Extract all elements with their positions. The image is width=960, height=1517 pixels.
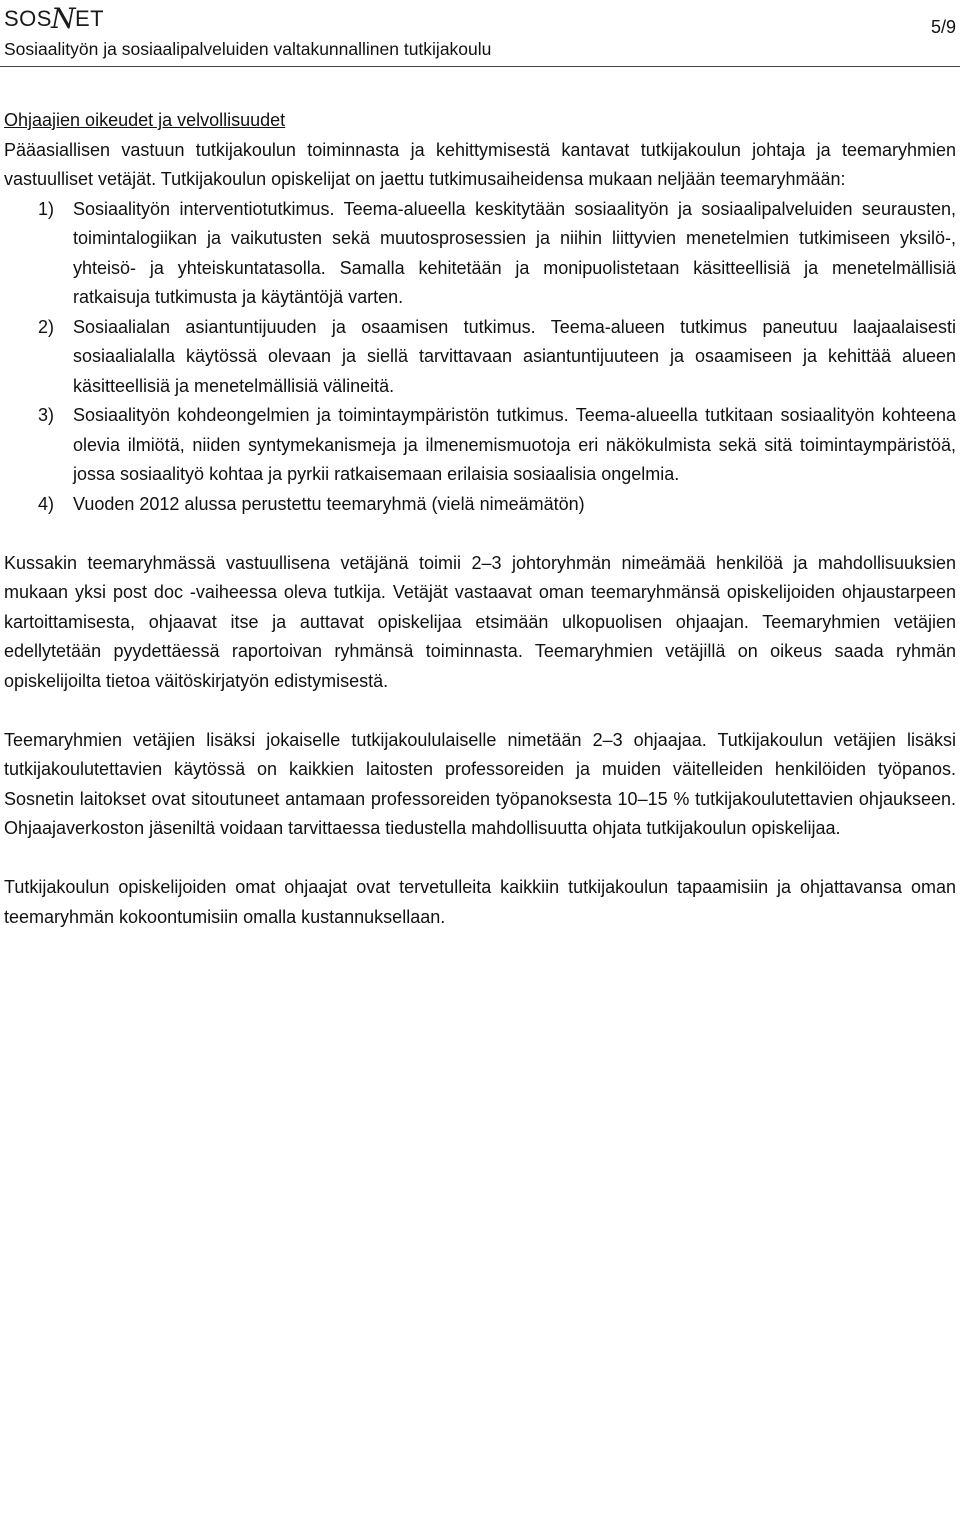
list-item-number: 2) bbox=[38, 316, 55, 337]
section-heading: Ohjaajien oikeudet ja velvollisuudet bbox=[4, 110, 286, 130]
header-subtitle: Sosiaalityön ja sosiaalipalveluiden valtakunnallinen tutkijakoulu bbox=[4, 39, 492, 59]
body-paragraph: Kussakin teemaryhmässä vastuullisena vetäjänä toimii 2–3 johtoryhmän nimeämää henkilöä ja mahdollisuuksien mukaan yksi post doc -vaiheessa oleva tutkija. Vetäjät vastaavat oman teemaryhmänsä opiskelijoiden ohjaustarpeen kartoittamisesta, ohjaavat itse ja auttavat opiskelijaa etsimään ulkopuolisen ohjaajan. Teemaryhmien vetäjien edellytetään pyydettäessä raportoivan ryhmänsä toiminnasta. Teemaryhmien vetäjillä on oikeus saada ryhmän opiskelijoilta tietoa väitöskirjatyön edistymisestä. bbox=[4, 552, 956, 691]
list-item-text: Sosiaalityön kohdeongelmien ja toimintaympäristön tutkimus. Teema-alueella tutkitaan sosiaalityön kohteena olevia ilmiötä, niiden syntymekanismeja ja ilmenemismuotoja eri näkökulmista sekä sitä toimintaympäristöä, jossa sosiaalityö kohtaa ja pyrkii ratkaisemaan erilaisia sosiaalisia ongelmia. bbox=[73, 405, 956, 484]
logo-text-right: ET bbox=[74, 6, 105, 31]
body-paragraph: Teemaryhmien vetäjien lisäksi jokaiselle tutkijakoululaiselle nimetään 2–3 ohjaajaa. Tutkijakoulun vetäjien lisäksi tutkijakoulutettavien käytössä on kaikkien laitosten professoreiden ja muiden väitelleiden henkilöiden työpanos. Sosnetin laitokset ovat sitoutuneet antamaan professoreiden työpanoksesta 10–15 % tutkijakoulutettavien ohjaukseen. Ohjaajaverkoston jäseniltä voidaan tarvittaessa tiedustella mahdollisuutta ohjata tutkijakoulun opiskelijaa. bbox=[4, 729, 956, 838]
paragraph-spacer bbox=[4, 844, 956, 874]
list-item bbox=[4, 195, 956, 313]
page-header bbox=[4, 4, 956, 64]
page-number: 5/9 bbox=[930, 17, 956, 37]
header-divider bbox=[0, 66, 960, 67]
list-item-number: 4) bbox=[38, 493, 55, 514]
page-content bbox=[4, 106, 956, 932]
logo-text-left: SOS bbox=[4, 6, 52, 31]
list-item-text: Sosiaalityön interventiotutkimus. Teema-alueella keskitytään sosiaalityön ja sosiaalipalveluiden seurausten, toimintalogiikan ja vaikutusten sekä muutosprosessien ja niihin liittyvien menetelmien tutkimiseen yksilö-, yhteisö- ja yhteiskuntatasolla. Samalla kehitetään ja monipuolistetaan käsitteellisiä ja menetelmällisiä ratkaisuja tutkimusta ja käytäntöjä varten. bbox=[73, 198, 956, 307]
body-paragraph: Tutkijakoulun opiskelijoiden omat ohjaajat ovat tervetulleita kaikkiin tutkijakoulun tapaamisiin ja ohjattavansa oman teemaryhmän kokoontumisiin omalla kustannuksellaan. bbox=[4, 877, 956, 927]
sosnet-logo bbox=[4, 2, 105, 35]
paragraph-spacer bbox=[4, 519, 956, 549]
list-item-text: Vuoden 2012 alussa perustettu teemaryhmä (vielä nimeämätön) bbox=[73, 493, 585, 514]
logo-mark: N bbox=[50, 2, 76, 35]
paragraph-spacer bbox=[4, 696, 956, 726]
list-item bbox=[4, 313, 956, 402]
theme-group-list bbox=[4, 195, 956, 520]
list-item-text: Sosiaalialan asiantuntijuuden ja osaamisen tutkimus. Teema-alueen tutkimus paneutuu laajaalaisesti sosiaalialalla käytössä olevaan ja siellä tarvittavaan asiantuntijuuteen ja osaamiseen ja kehittää alueen käsitteellisiä ja menetelmällisiä välineitä. bbox=[73, 316, 956, 396]
list-item-number: 3) bbox=[38, 405, 55, 425]
list-item bbox=[4, 490, 956, 520]
intro-paragraph: Pääasiallisen vastuun tutkijakoulun toiminnasta ja kehittymisestä kantavat tutkijakoulun johtaja ja teemaryhmien vastuulliset vetäjät. Tutkijakoulun opiskelijat on jaettu tutkimusaiheidensa mukaan neljään teemaryhmään: bbox=[4, 139, 956, 189]
list-item bbox=[4, 401, 956, 490]
list-item-number: 1) bbox=[38, 198, 55, 219]
